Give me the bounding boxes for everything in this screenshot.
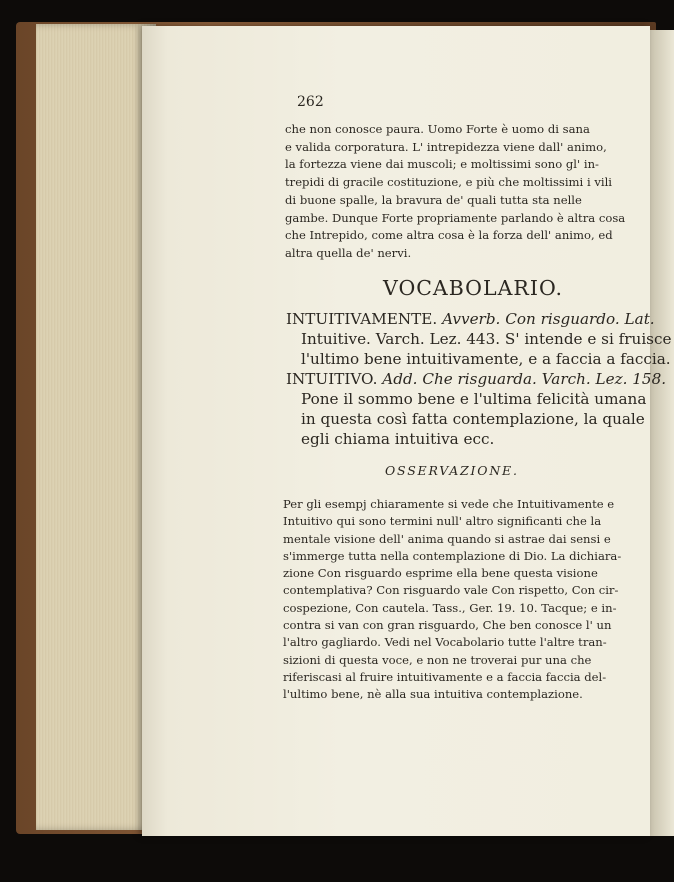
text-line: sizioni di questa voce, e non ne troverai pur una che <box>283 652 592 667</box>
page-edges <box>36 24 156 830</box>
entry-text: l'ultimo bene intuitivamente, e a faccia a faccia. <box>301 350 671 368</box>
text-line: Per gli esempj chiaramente si vede che Intuitivamente e <box>283 497 615 511</box>
text-line: altra quella de' nervi. <box>285 245 412 260</box>
entry-text: Add. Che risguarda. Varch. Lez. 158. <box>382 370 667 388</box>
text-line: trepidi di gracile costituzione, e più che moltissimi i vili <box>285 175 613 190</box>
entry-text: egli chiama intuitiva ecc. <box>301 430 495 448</box>
entry-term: INTUITIVAMENTE. <box>286 310 438 328</box>
intro-paragraph <box>285 121 625 263</box>
text-line: l'altro gagliardo. Vedi nel Vocabolario tutte l'altre tran- <box>283 635 607 650</box>
text-line: l'ultimo bene, nè alla sua intuitiva contemplazione. <box>283 687 583 702</box>
text-line: e valida corporatura. L' intrepidezza viene dall' animo, <box>285 139 607 154</box>
text-line: gambe. Dunque Forte propriamente parlando è altra cosa <box>285 210 626 225</box>
entry-text: Avverb. Con risguardo. Lat. <box>442 310 655 328</box>
entry-first-line <box>286 369 666 389</box>
text-line: la fortezza viene dai muscoli; e moltissimi sono gl' in- <box>285 157 599 172</box>
text-line: di buone spalle, la bravura de' quali tutta sta nelle <box>285 192 582 207</box>
text-line: che Intrepido, come altra cosa è la forza dell' animo, ed <box>285 228 613 243</box>
text-line: Intuitivo qui sono termini null' altro significanti che la <box>283 514 602 529</box>
dictionary-entry <box>286 369 666 449</box>
dictionary-entry <box>286 309 671 369</box>
entry-text: in questa così fatta contemplazione, la quale <box>301 410 645 428</box>
text-line: s'immerge tutta nella contemplazione di Dio. La dichiara- <box>283 548 622 563</box>
text-line: riferiscasi al fruire intuitivamente e a faccia faccia del- <box>283 669 607 684</box>
page-number: 262 <box>297 94 324 110</box>
entry-first-line <box>286 309 671 329</box>
observation-paragraph <box>283 496 621 704</box>
text-line: mentale visione dell' anima quando si astrae dai sensi e <box>283 531 611 546</box>
entry-term: INTUITIVO. <box>286 370 378 388</box>
text-line: cospezione, Con cautela. Tass., Ger. 19. 10. Tacque; e in- <box>283 600 617 615</box>
text-line: contra si van con gran risguardo, Che ben conosce l' un <box>283 618 612 633</box>
entry-text: Pone il sommo bene e l'ultima felicità umana <box>301 390 647 408</box>
observation-heading: OSSERVAZIONE. <box>385 463 519 478</box>
text-line: contemplativa? Con risguardo vale Con rispetto, Con cir- <box>283 583 619 598</box>
section-heading: VOCABOLARIO. <box>383 276 564 300</box>
entry-text: Intuitive. Varch. Lez. 443. S' intende e si fruisce <box>301 330 672 348</box>
text-line: zione Con risguardo esprime ella bene questa visione <box>283 566 598 581</box>
text-line: che non conosce paura. Uomo Forte è uomo di sana <box>285 122 590 136</box>
